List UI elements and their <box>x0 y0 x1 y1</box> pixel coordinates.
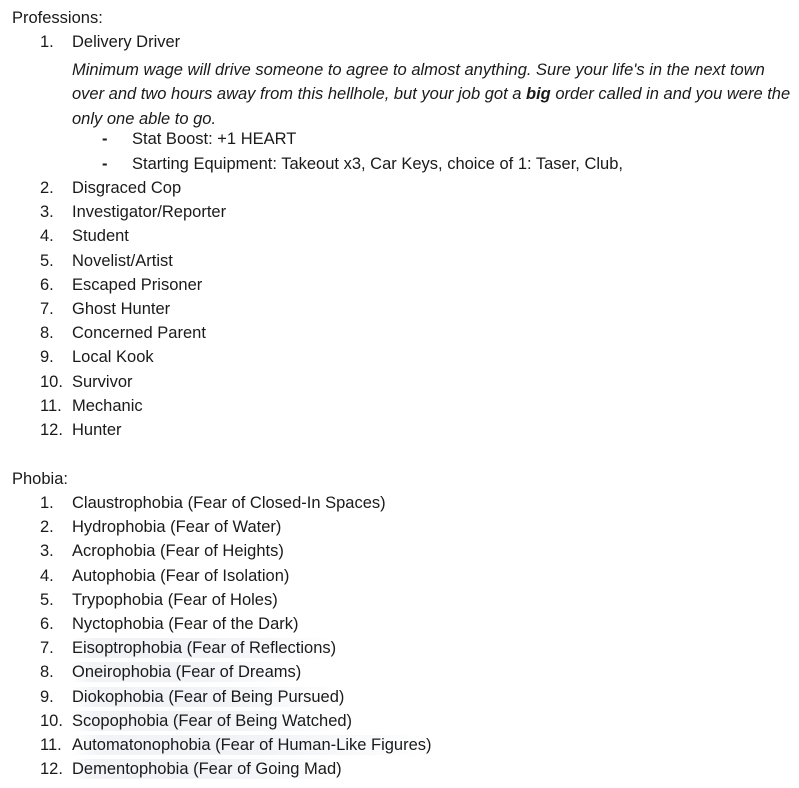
list-number: 6. <box>40 615 54 633</box>
dash-marker: - <box>102 155 108 173</box>
phobia-name: Nyctophobia (Fear of the Dark) <box>72 615 299 633</box>
list-number: 10. <box>40 372 63 391</box>
list-number: 11. <box>40 396 62 415</box>
list-number: 3. <box>40 203 54 222</box>
profession-name: Novelist/Artist <box>72 251 173 270</box>
profession-name: Mechanic <box>72 396 143 415</box>
profession-name: Hunter <box>72 421 122 439</box>
list-number: 9. <box>40 348 54 367</box>
list-number: 9. <box>40 687 54 706</box>
list-number: 8. <box>40 663 54 682</box>
list-number: 12. <box>40 421 63 439</box>
phobia-name: Autophobia (Fear of Isolation) <box>72 566 290 585</box>
list-number: 5. <box>40 590 54 609</box>
phobia-name: Trypophobia (Fear of Holes) <box>72 590 278 609</box>
list-number: 6. <box>40 275 54 294</box>
list-number: 11. <box>40 736 62 754</box>
list-number: 4. <box>40 566 54 585</box>
list-number: 1. <box>40 33 54 51</box>
list-number: 4. <box>40 227 54 246</box>
profession-name: Student <box>72 227 129 246</box>
profession-name: Disgraced Cop <box>72 179 182 197</box>
phobia-name: Hydrophobia (Fear of Water) <box>72 518 282 537</box>
profession-name: Escaped Prisoner <box>72 275 203 294</box>
bullet-text: Starting Equipment: Takeout x3, Car Keys, choice of 1: Taser, Club, <box>132 155 623 173</box>
dash-marker: - <box>102 130 108 148</box>
bullet-text: Stat Boost: +1 HEART <box>132 130 297 148</box>
phobia-name: Diokophobia (Fear of Being Pursued) <box>72 687 345 706</box>
list-number: 7. <box>40 639 54 658</box>
phobia-heading: Phobia: <box>12 470 68 488</box>
phobia-name: Automatonophobia (Fear of Human-Like Figures) <box>72 736 432 754</box>
profession-name: Investigator/Reporter <box>72 203 227 222</box>
list-number: 2. <box>40 518 54 537</box>
professions-heading: Professions: <box>12 9 103 27</box>
phobia-name: Oneirophobia (Fear of Dreams) <box>72 663 302 682</box>
phobia-name: Acrophobia (Fear of Heights) <box>72 542 284 561</box>
phobia-name: Claustrophobia (Fear of Closed-In Spaces) <box>72 494 386 512</box>
list-number: 7. <box>40 300 54 318</box>
profession-description: Minimum wage will drive someone to agree to almost anything. Sure your life's in the next town over and two hours away from this hellhole, but your job got a big order called in and you were the only one able to go. <box>72 61 791 128</box>
phobia-name: Scopophobia (Fear of Being Watched) <box>72 711 353 730</box>
profession-name: Local Kook <box>72 348 154 367</box>
phobia-name: Dementophobia (Fear of Going Mad) <box>72 760 342 779</box>
list-number: 8. <box>40 324 54 343</box>
list-number: 12. <box>40 760 63 779</box>
list-number: 10. <box>40 711 63 730</box>
list-number: 3. <box>40 542 54 561</box>
profession-name: Survivor <box>72 372 133 391</box>
profession-name: Concerned Parent <box>72 324 206 343</box>
list-number: 5. <box>40 251 54 270</box>
emphasis-big: big <box>526 85 551 104</box>
phobia-name: Eisoptrophobia (Fear of Reflections) <box>72 639 337 658</box>
profession-name: Ghost Hunter <box>72 300 171 318</box>
profession-name: Delivery Driver <box>72 33 181 51</box>
list-number: 1. <box>40 494 54 512</box>
list-number: 2. <box>40 179 54 197</box>
